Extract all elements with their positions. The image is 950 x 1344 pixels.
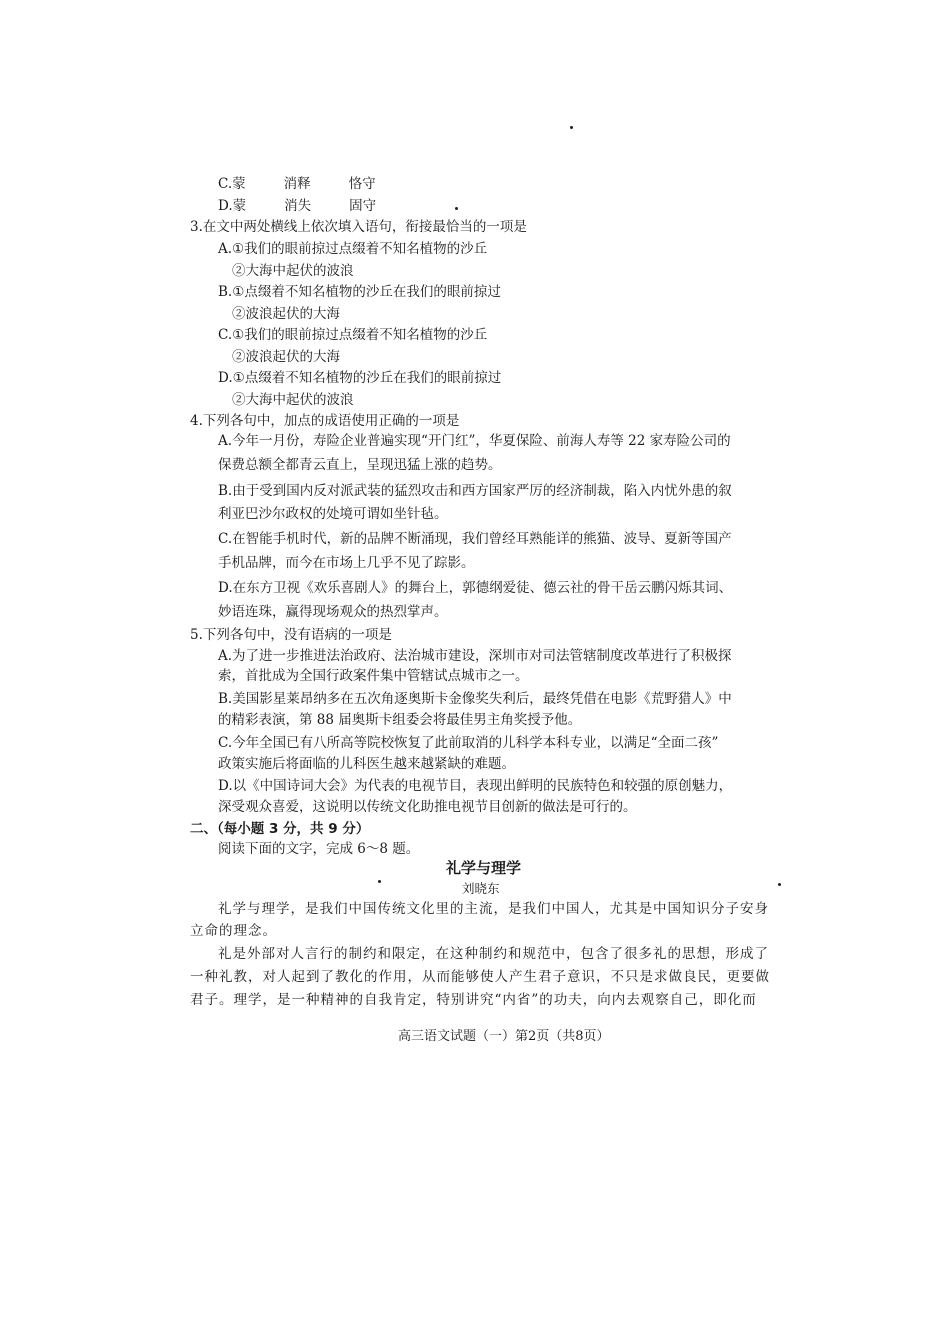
article-p2-line1: 礼是外部对人言行的制约和限定，在这种制约和规范中，包含了很多礼的思想，形成了 bbox=[218, 946, 769, 962]
q5-option-b-line1: B.美国影星莱昂纳多在五次角逐奥斯卡金像奖失利后，最终凭借在电影《荒野猎人》中 bbox=[218, 691, 732, 707]
q2-option-c bbox=[218, 174, 376, 194]
q4-option-b-line2: 利亚巴沙尔政权的处境可谓如坐针毡。 bbox=[218, 506, 448, 522]
q5-option-c-line2: 政策实施后将面临的儿科医生越来越紧缺的难题。 bbox=[218, 756, 515, 772]
scan-speck bbox=[455, 207, 458, 210]
q5-option-d-line2: 深受观众喜爱，这说明以传统文化助推电视节目创新的做法是可行的。 bbox=[218, 799, 637, 815]
q5-option-c-line1: C.今年全国已有八所高等院校恢复了此前取消的儿科学本科专业，以满足“全面二孩” bbox=[218, 735, 719, 751]
q2-c-word2: 消释 bbox=[283, 176, 311, 192]
scan-speck bbox=[570, 126, 573, 129]
section2-header: 二、（每小题 3 分，共 9 分） bbox=[190, 821, 370, 837]
q2-c-word3: 恪守 bbox=[348, 176, 376, 192]
article-author: 刘晓东 bbox=[462, 881, 500, 896]
scan-speck bbox=[378, 880, 381, 883]
q2-d-word3: 固守 bbox=[349, 198, 377, 214]
page-footer: 高三语文试题（一）第2页（共8页） bbox=[398, 1029, 610, 1044]
q2-c-letter-word: C.蒙 bbox=[218, 176, 246, 192]
q4-stem: 4.下列各句中，加点的成语使用正确的一项是 bbox=[190, 413, 460, 429]
q5-option-b-line2: 的精彩表演，第 88 届奥斯卡组委会将最佳男主角奖授予他。 bbox=[218, 712, 582, 728]
q4-option-a-line1: A.今年一月份，寿险企业普遍实现“开门红”，华夏保险、前海人寿等 22 家寿险公司的 bbox=[218, 433, 731, 449]
q3-option-a-line2: ②大海中起伏的波浪 bbox=[232, 263, 354, 279]
q5-option-a-line2: 索，首批成为全国行政案件集中管辖试点城市之一。 bbox=[218, 668, 529, 684]
q4-option-c-line2: 手机品牌，而今在市场上几乎不见了踪影。 bbox=[218, 555, 475, 571]
q4-option-c-line1: C.在智能手机时代，新的品牌不断涌现，我们曾经耳熟能详的熊猫、波导、夏新等国产 bbox=[218, 531, 732, 547]
article-p2-line2: 一种礼教，对人起到了教化的作用，从而能够使人产生君子意识，不只是求做良民，更要做 bbox=[190, 969, 770, 985]
q4-option-d-line1: D.在东方卫视《欢乐喜剧人》的舞台上，郭德纲爱徒、德云社的骨干岳云鹏闪烁其词、 bbox=[218, 580, 733, 596]
section2-instruction: 阅读下面的文字，完成 6～8 题。 bbox=[218, 841, 420, 857]
q3-option-d-line2: ②大海中起伏的波浪 bbox=[232, 392, 354, 408]
article-p2-line3: 君子。理学，是一种精神的自我肯定，特别讲究“内省”的功夫，向内去观察自己，即化而 bbox=[190, 992, 757, 1008]
q4-option-b-line1: B.由于受到国内反对派武装的猛烈攻击和西方国家严厉的经济制裁，陷入内忧外患的叙 bbox=[218, 483, 732, 499]
q3-option-a-line1: A.①我们的眼前掠过点缀着不知名植物的沙丘 bbox=[218, 241, 488, 257]
article-p1-line1: 礼学与理学，是我们中国传统文化里的主流，是我们中国人，尤其是中国知识分子安身 bbox=[218, 901, 769, 917]
q3-stem: 3.在文中两处横线上依次填入语句，衔接最恰当的一项是 bbox=[190, 219, 527, 235]
q5-stem: 5.下列各句中，没有语病的一项是 bbox=[190, 627, 392, 643]
q3-option-c-line2: ②波浪起伏的大海 bbox=[232, 349, 340, 365]
article-title: 礼学与理学 bbox=[446, 859, 522, 877]
q4-option-a-line2: 保费总额全都青云直上，呈现迅猛上涨的趋势。 bbox=[218, 457, 502, 473]
q2-d-letter-word: D.蒙 bbox=[218, 198, 247, 214]
q5-option-a-line1: A.为了进一步推进法治政府、法治城市建设，深圳市对司法管辖制度改革进行了积极探 bbox=[218, 648, 732, 664]
scan-speck bbox=[778, 883, 781, 886]
q3-option-c-line1: C.①我们的眼前掠过点缀着不知名植物的沙丘 bbox=[218, 327, 488, 343]
article-p1-line2: 立命的理念。 bbox=[190, 923, 277, 939]
q2-option-d bbox=[218, 196, 376, 216]
q3-option-d-line1: D.①点缀着不知名植物的沙丘在我们的眼前掠过 bbox=[218, 370, 502, 386]
q3-option-b-line1: B.①点缀着不知名植物的沙丘在我们的眼前掠过 bbox=[218, 284, 501, 300]
q5-option-d-line1: D.以《中国诗词大会》为代表的电视节目，表现出鲜明的民族特色和较强的原创魅力， bbox=[218, 778, 733, 794]
q3-option-b-line2: ②波浪起伏的大海 bbox=[232, 306, 340, 322]
q2-d-word2: 消失 bbox=[284, 198, 312, 214]
q4-option-d-line2: 妙语连珠，赢得现场观众的热烈掌声。 bbox=[218, 604, 448, 620]
